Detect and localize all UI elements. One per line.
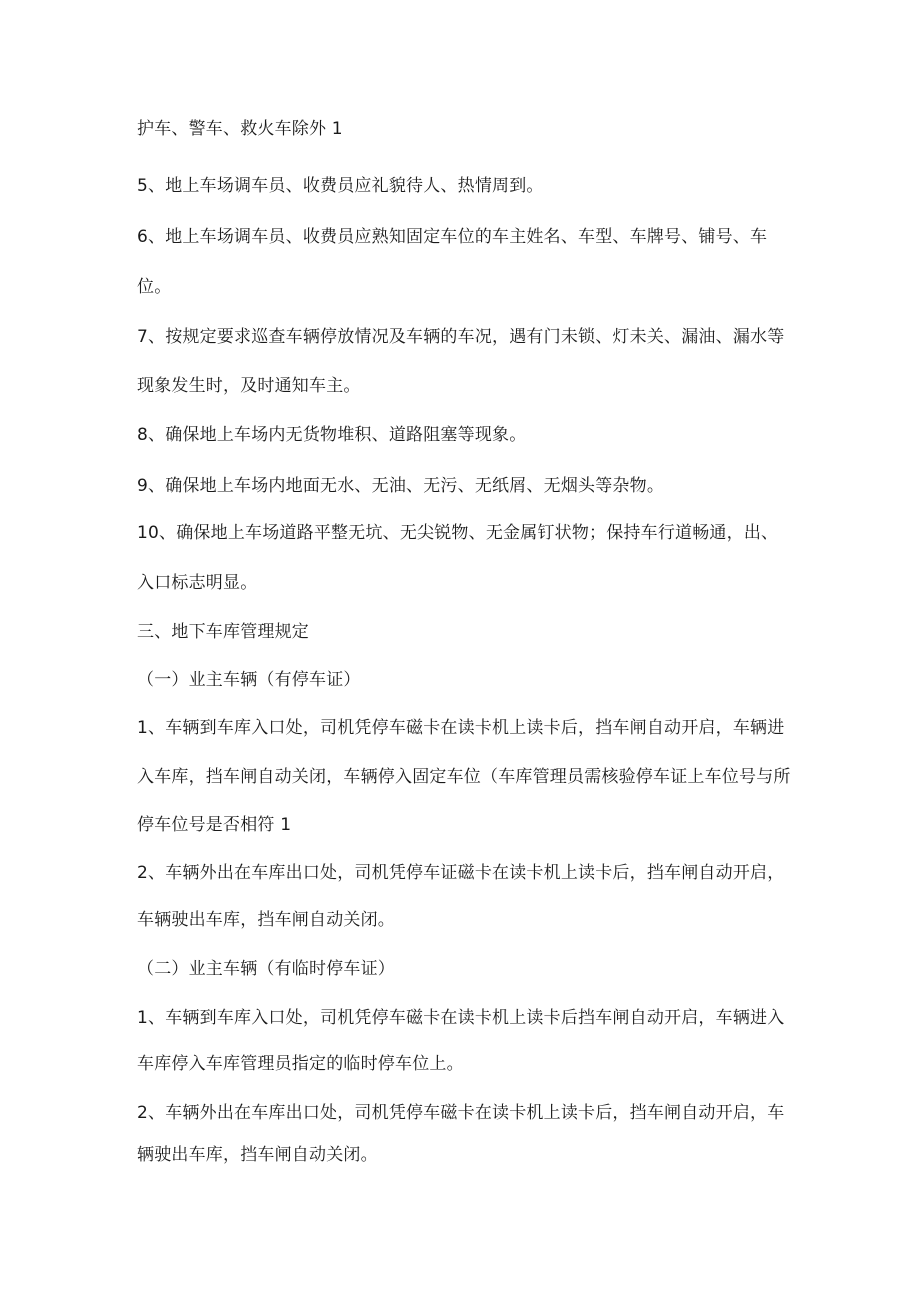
text-line: 入车库，挡车闸自动关闭，车辆停入固定车位（车库管理员需核验停车证上车位号与所 [137, 767, 791, 787]
text-line: 7、按规定要求巡查车辆停放情况及车辆的车况，遇有门未锁、灯未关、漏油、漏水等 [137, 327, 785, 347]
text-line: 6、地上车场调车员、收费员应熟知固定车位的车主姓名、车型、车牌号、铺号、车 [137, 227, 768, 247]
text-line: 位。 [137, 277, 172, 297]
text-line: 10、确保地上车场道路平整无坑、无尖锐物、无金属钉状物；保持车行道畅通，出、 [137, 523, 779, 543]
text-line: 现象发生时，及时通知车主。 [137, 376, 361, 396]
text-line: 护车、警车、救火车除外 1 [137, 119, 343, 139]
text-line: 2、车辆外出在车库出口处，司机凭停车证磁卡在读卡机上读卡后，挡车闸自动开启， [137, 863, 785, 883]
text-line: 8、确保地上车场内无货物堆积、道路阻塞等现象。 [137, 425, 527, 445]
text-line: 1、车辆到车库入口处，司机凭停车磁卡在读卡机上读卡后，挡车闸自动开启，车辆进 [137, 718, 785, 738]
text-line: 停车位号是否相符 1 [137, 815, 292, 835]
text-line: 辆驶出车库，挡车闸自动关闭。 [137, 1145, 378, 1165]
text-line: 车库停入车库管理员指定的临时停车位上。 [137, 1054, 464, 1074]
text-line: 入口标志明显。 [137, 573, 258, 593]
text-line: 9、确保地上车场内地面无水、无油、无污、无纸屑、无烟头等杂物。 [137, 476, 665, 496]
text-line: 车辆驶出车库，挡车闸自动关闭。 [137, 910, 395, 930]
text-line: 1、车辆到车库入口处，司机凭停车磁卡在读卡机上读卡后挡车闸自动开启，车辆进入 [137, 1008, 785, 1028]
text-line: 5、地上车场调车员、收费员应礼貌待人、热情周到。 [137, 176, 544, 196]
text-line: 2、车辆外出在车库出口处，司机凭停车磁卡在读卡机上读卡后，挡车闸自动开启，车 [137, 1103, 785, 1123]
subsection-heading: （二）业主车辆（有临时停车证） [137, 959, 395, 979]
section-heading: 三、地下车库管理规定 [137, 622, 309, 642]
subsection-heading: （一）业主车辆（有停车证） [137, 670, 361, 690]
